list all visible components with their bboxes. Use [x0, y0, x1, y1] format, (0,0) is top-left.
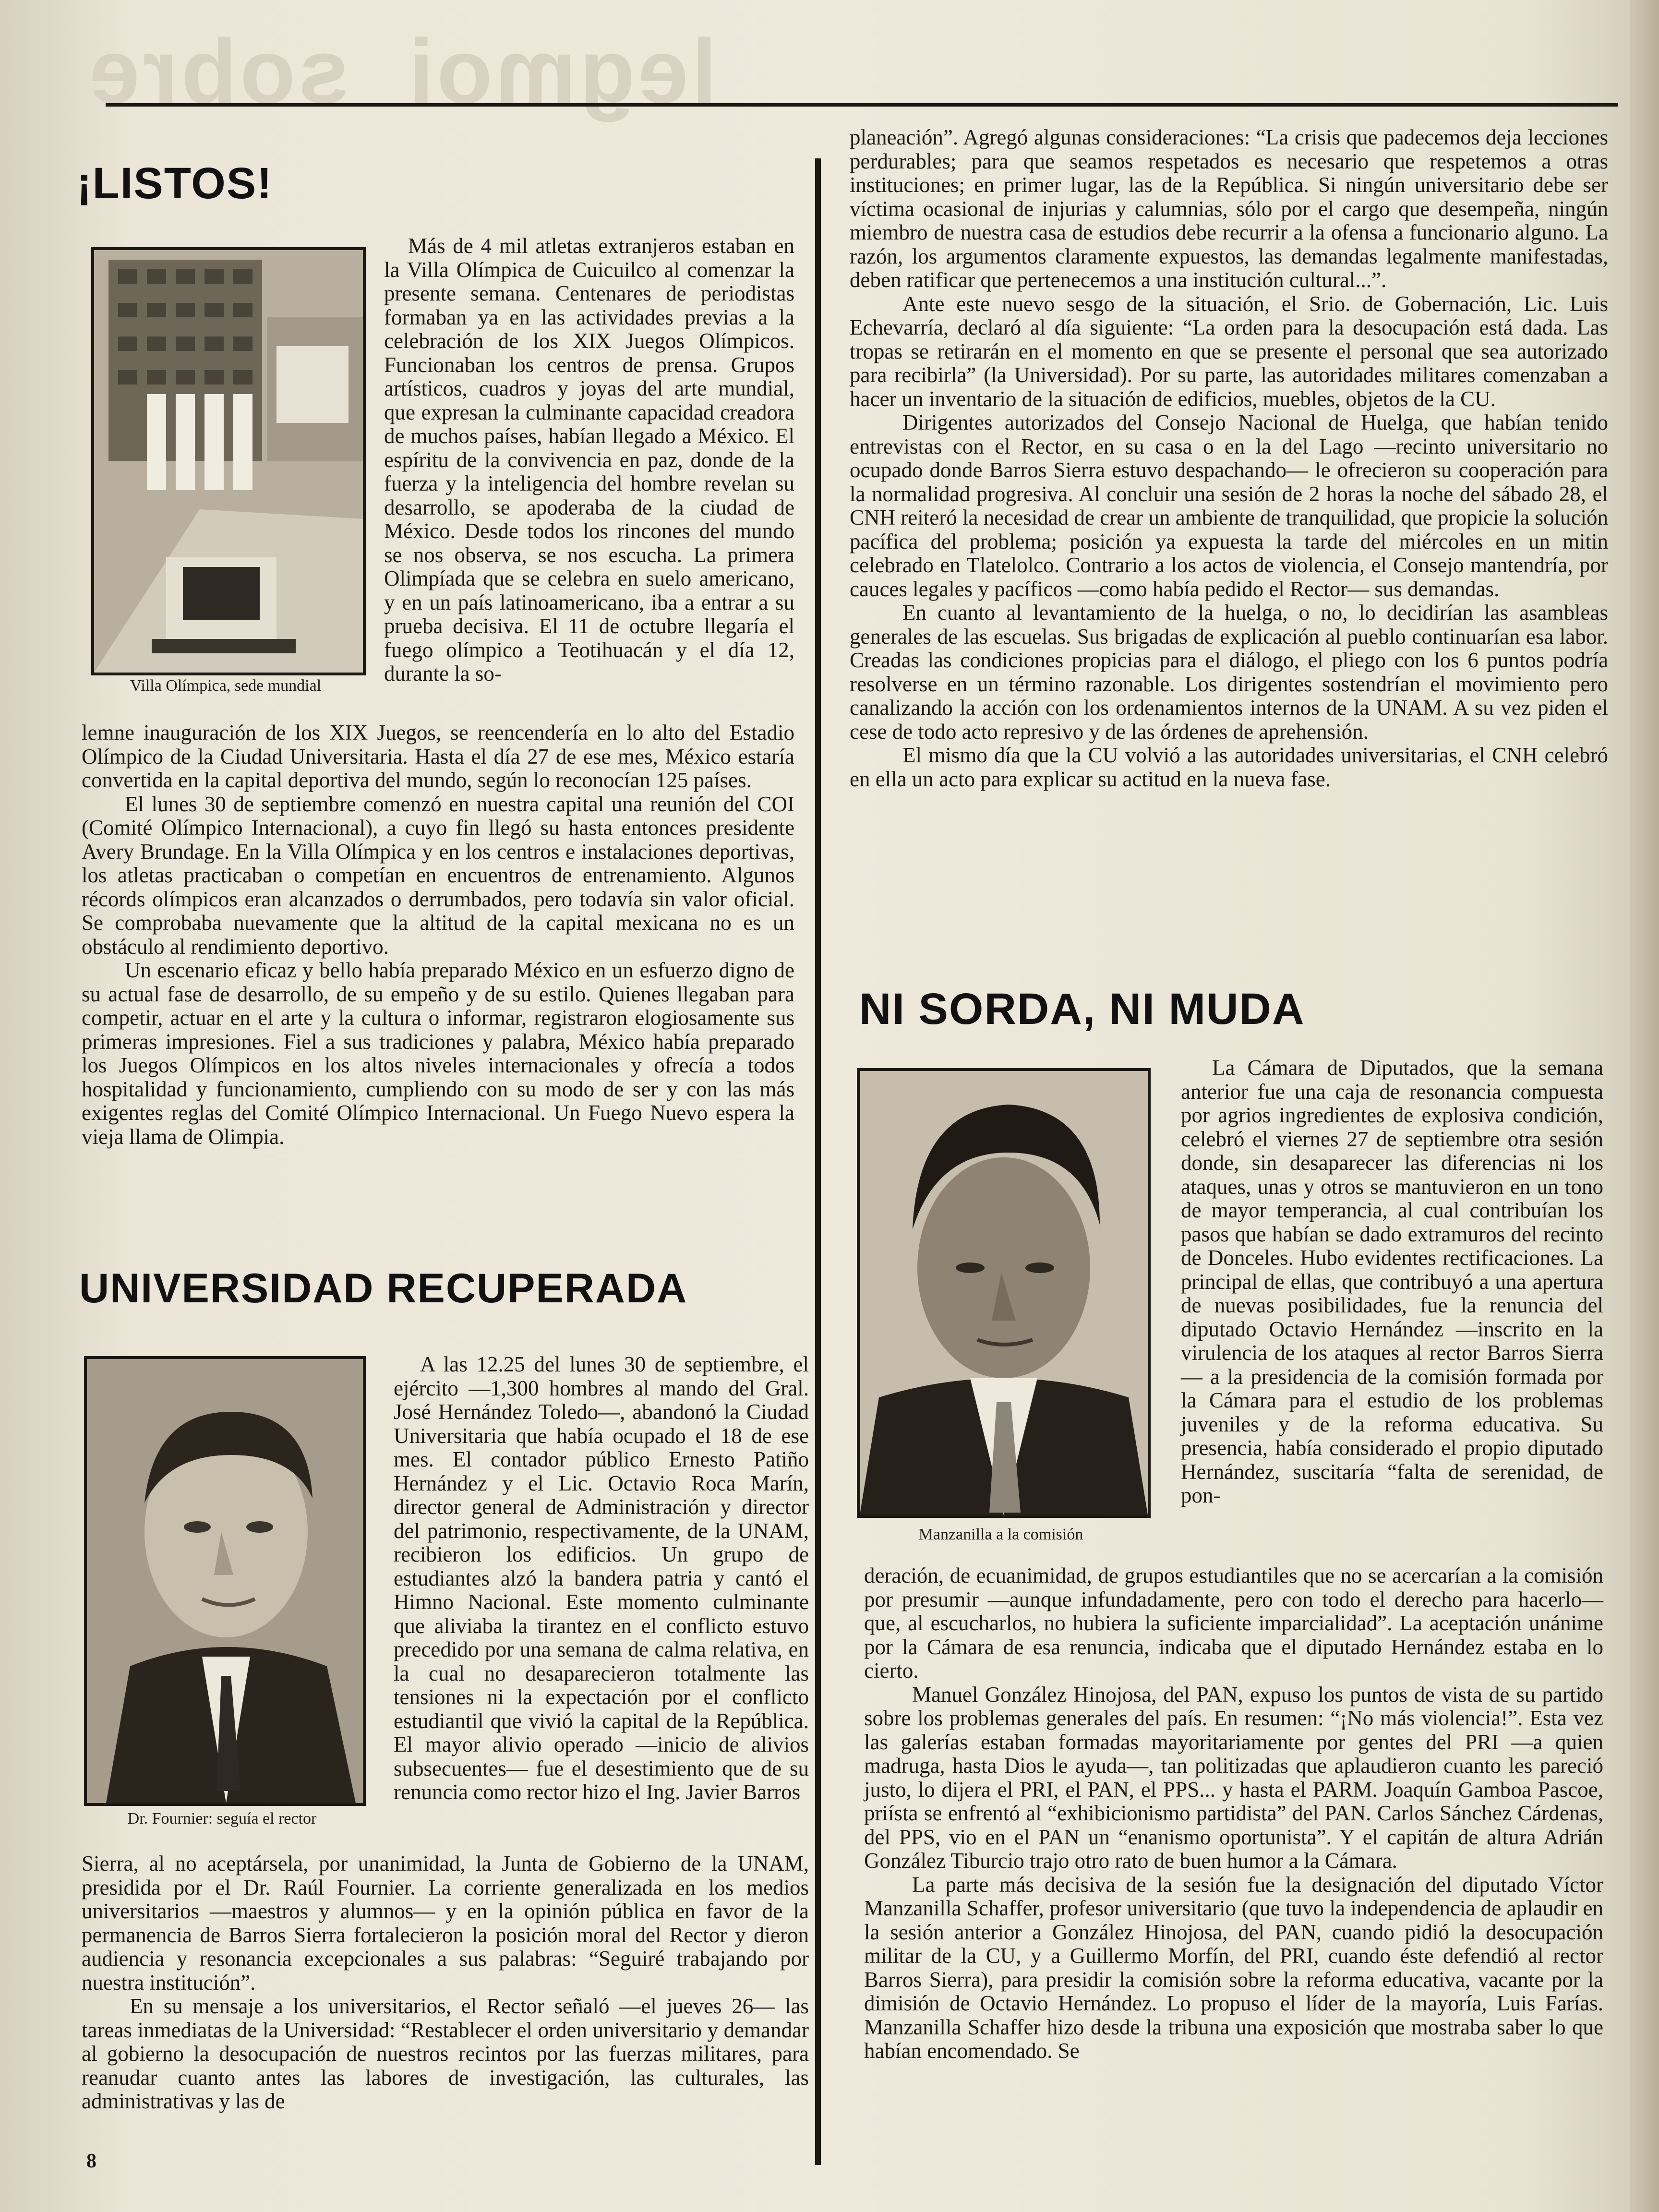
manzanilla-paragraph: La parte más decisiva de la sesión fue la designación del diputado Víctor Manzanilla Schaffer, profesor universitario (que tuvo la independencia de aplaudir en la sesión anterior a González Hinojosa, del PAN, cuando pidió la desocupación militar de la CU, y a Guillermo Morfín, del PRI, cuando éste defendió al rector Barros Sierra), para presidir la comisión sobre la reforma educativa, vacante por la dimisión de Octavio Hernández. Lo propuso el líder de la mayoría, Luis Farías. Manzanilla Schaffer hizo desde la tribuna una exposición que mostraba saber lo que habían encomendado. Se [864, 1872, 1603, 2063]
ni-sorda-paragraph-1-end: deración, de ecuanimidad, de grupos estudiantiles que no se acercarían a la comisión por presumir —aunque infundadamente, pero con todo el derecho para hacerlo— que, al escucharlos, no hubiera la suficiente imparcialidad”. La aceptación unánime por la Cámara de esa renuncia, indicaba que el diputado Hernández estaba en lo cierto. [864, 1563, 1603, 1683]
cnh-paragraph: Dirigentes autorizados del Consejo Nacional de Huelga, que habían tenido entrevistas con el Rector, en su casa o en la del Lago —recinto universitario no ocupado donde Barros Sierra estuvo despachando— le ofrecieron su cooperación para la normalidad progresiva. Al concluir una sesión de 2 horas la noche del sábado 28, el CNH reiteró la necesidad de crear un ambiente de tranquilidad, que propicie la solución pacífica del problema; posición ya expuesta la tarde del miércoles en un mitin celebrado en Tlatelolco. Contrario a los actos de violencia, el Consejo mantendría, por cauces legales y pacíficos —como había pedido el Rector— sus demandas. [850, 410, 1608, 601]
fournier-photo [84, 1356, 366, 1806]
page-edge [1630, 0, 1659, 2212]
fournier-caption: Dr. Fournier: seguía el rector [127, 1810, 317, 1827]
listos-paragraph-2: El lunes 30 de septiembre comenzó en nuestra capital una reunión del COI (Comité Olímpico Internacional), a cuyo fin llegó su hasta entonces presidente Avery Brundage. En la Villa Olímpica y en los centros e instalaciones deportivas, los atletas practicaban o competían en encuentros de entrenamiento. Algunos récords olímpicos eran alcanzados o derrumbados, pero todavía sin valor oficial. Se comprobaba nuevamente que la altitud de la capital mexicana no es un obstáculo al rendimiento deportivo. [82, 792, 794, 959]
universidad-title: UNIVERSIDAD RECUPERADA [79, 1265, 688, 1311]
header-bleedthrough: legmoi sobre [86, 21, 717, 122]
ni-sorda-text-wrap: La Cámara de Diputados, que la semana anterior fue una caja de resonancia compuesta por agrios ingredientes de explosiva condición, celebró el viernes 27 de septiembre otra sesión donde, sin desaparecer las diferencias ni los ataques, unas y otros se mantuvieron en un tono de mayor temperancia, al cual contribuían los pasos que habían se dado extramuros del recinto de Donceles. Hubo evidentes rectificaciones. La principal de ellas, que contribuyó a una apertura de nuevas posibilidades, fue la renuncia del diputado Octavio Hernández —inscrito en la virulencia de los ataques al rector Barros Sierra— a la presidencia de la comisión formada por la Cámara para el estudio de los problemas juveniles y de la reforma educativa. Su presencia, había considerado el propio diputado Hernández, suscitaría “falta de serenidad, de pon- [1181, 1056, 1603, 1507]
listos-text-wrap: Más de 4 mil atletas extranjeros estaban en la Villa Olímpica de Cuicuilco al comenzar la presente semana. Centenares de periodistas formaban ya en las actividades previas a la celebración de los XIX Juegos Olímpicos. Funcionaban los centros de prensa. Grupos artísticos, cuadros y joyas del arte mundial, que expresan la culminante capacidad creadora de muchos países, habían llegado a México. El espíritu de la convivencia en paz, donde de la fuerza y la inteligencia del hombre revelan su desarrollo, se apoderaba de la ciudad de México. Desde todos los rincones del mundo se nos observa, se nos escucha. La primera Olimpíada que se celebra en suelo americano, y en un país latinoamericano, iba a entrar a su prueba decisiva. El 11 de octubre llegaría el fuego olímpico a Teotihuacán y el día 12, durante la so- [384, 234, 794, 685]
villa-olimpica-caption: Villa Olímpica, sede mundial [130, 677, 322, 695]
universidad-text-full [82, 1852, 809, 2114]
right-column-top [850, 126, 1608, 791]
listos-title: ¡LISTOS! [77, 159, 273, 208]
universidad-text-wrap: A las 12.25 del lunes 30 de septiembre, el ejército —1,300 hombres al mando del Gral. José Hernández Toledo—, abandonó la Ciudad Universitaria que había ocupado el 18 de ese mes. El contador público Ernesto Patiño Hernández y el Lic. Octavio Roca Marín, director general de Administración y director del patrimonio, respectivamente, de la UNAM, recibieron los edificios. Un grupo de estudiantes alzó la bandera patria y cantó el Himno Nacional. Este momento culminante que aliviaba la tirantez en el conflicto estuvo precedido por una semana de calma relativa, en la cual no desaparecieron totalmente las tensiones ni la expectación por el conflicto estudiantil que vivió la capital de la República. El mayor alivio operado —inicio de alivios subsecuentes— fue el desestimiento que de su renuncia como rector hizo el Ing. Javier Barros [394, 1352, 809, 1804]
page-number: 8 [86, 2150, 96, 2172]
universidad-paragraph-2: En su mensaje a los universitarios, el Rector señaló —el jueves 26— las tareas inmediatas de la Universidad: “Restablecer el orden universitario y demandar al gobierno la desocupación de nuestros recintos por las fuerzas militares, para reanudar cuanto antes las labores de investigación, las culturales, las administrativas y las de [82, 1994, 809, 2113]
cnh-acto-paragraph: El mismo día que la CU volvió a las autoridades universitarias, el CNH celebró en ella un acto para explicar su actitud en la nueva fase. [850, 743, 1608, 791]
villa-olimpica-photo [91, 247, 366, 675]
manzanilla-portrait-image [860, 1071, 1148, 1515]
ni-sorda-title: NI SORDA, NI MUDA [859, 985, 1305, 1034]
listos-paragraph-3: Un escenario eficaz y bello había preparado México en un esfuerzo digno de su actual fase de desarrollo, de su empeño y de su estilo. Quienes llegaban para competir, actuar en el arte y la cultura o informar, registraron elogiosamente sus primeras impresiones. Fiel a sus tradiciones y palabra, México había preparado los Juegos Olímpicos en los altos niveles internacionales y ofrecía a todos hospitalidad y funcionamiento, cumpliendo con su modo de ser y con las más exigentes reglas del Comité Olímpico Internacional. Un Fuego Nuevo espera la vieja llama de Olimpia. [82, 958, 794, 1149]
column-rule [815, 158, 821, 2165]
gonzalez-hinojosa-paragraph: Manuel González Hinojosa, del PAN, expuso los puntos de vista de su partido sobre los problemas generales del país. En resumen: “¡No más violencia!”. Esta vez las galerías estaban formadas mayoritariamente por gentes del PRI —a quien madruga, hasta Dios le ayuda—, tan politizadas que aplaudieron cuanto les pareció justo, lo dijera el PRI, el PAN, el PPS... y hasta el PARM. Joaquín Gamboa Pascoe, priísta se enfrentó al “exhibicionismo partidista” del PAN. Carlos Sánchez Cárdenas, del PPS, vio en el PAN un “enanismo oportunista”. Y el capitán de altura Adrián González Tiburcio trajo otro rato de buen humor a la Cámara. [864, 1682, 1603, 1873]
huelga-paragraph: En cuanto al levantamiento de la huelga, o no, lo decidirían las asambleas generales de las escuelas. Sus brigadas de explicación al pueblo continuarían esa labor. Creadas las condiciones propicias para el diálogo, el pliego con los 6 puntos podría resolverse en un término razonable. Los dirigentes sostendrían el movimiento pero canalizando la acción con los ordenamientos internos de la UNAM. A su vez piden el cese de todo acto represivo y de las órdenes de aprehensión. [850, 601, 1608, 744]
top-rule [106, 103, 1618, 107]
fournier-portrait-image [87, 1359, 363, 1803]
gobernacion-paragraph: Ante este nuevo sesgo de la situación, el Srio. de Gobernación, Lic. Luis Echevarría, declaró al día siguiente: “La orden para la desocupación está dada. Las tropas se retirarán en el momento en que se presente el personal que sea autorizado para recibirla” (la Universidad). Por su parte, las autoridades militares comenzaban a hacer un inventario de la situación de edificios, muebles, objetos de la CU. [850, 291, 1608, 411]
manzanilla-caption: Manzanilla a la comisión [918, 1526, 1083, 1543]
universidad-paragraph-1-end: Sierra, al no aceptársela, por unanimidad, la Junta de Gobierno de la UNAM, presidida por el Dr. Raúl Fournier. La corriente generalizada en los medios universitarios —maestros y alumnos— y en la opinión pública en favor de la permanencia de Barros Sierra fortalecieron la posición moral del Rector y dieron audiencia y resonancia excepcionales a sus palabras: “Seguiré trabajando por nuestra institución”. [82, 1851, 809, 1995]
ni-sorda-text-full [864, 1564, 1603, 2063]
manzanilla-photo [857, 1068, 1151, 1518]
rector-quote-paragraph: planeación”. Agregó algunas consideraciones: “La crisis que padecemos deja lecciones perdurables; para que seamos respetados es necesario que respetemos a otras instituciones; en primer lugar, las de la República. Si ningún universitario debe ser víctima ocasional de injurias y calumnias, sólo por el cargo que desempeña, ningún miembro de nuestra casa de estudios debe recurrir a la ofensa a funcionario alguno. La razón, los argumentos claramente expuestos, las demandas legalmente manifestadas, deben ratificar que pertenecemos a una institución cultural...”. [850, 125, 1608, 292]
villa-olimpica-image [94, 250, 363, 673]
listos-text-full [82, 721, 794, 1149]
listos-paragraph-1-end: lemne inauguración de los XIX Juegos, se reencendería en lo alto del Estadio Olímpico de la Ciudad Universitaria. Hasta el día 27 de ese mes, México estaría convertida en la capital deportiva del mundo, según lo reconocían 125 países. [82, 721, 794, 792]
